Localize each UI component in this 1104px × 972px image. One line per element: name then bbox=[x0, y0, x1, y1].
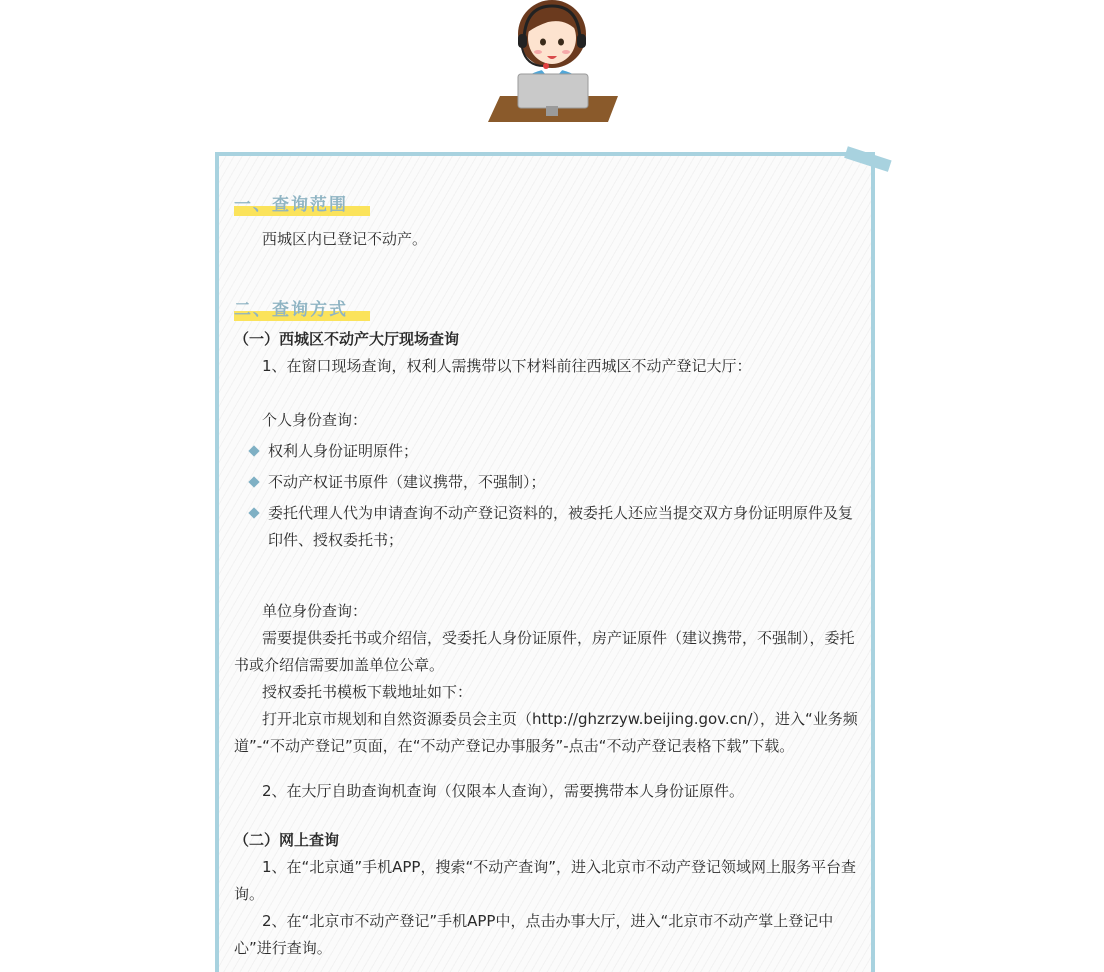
template-title: 授权委托书模板下载地址如下： bbox=[262, 683, 473, 701]
list-item: 不动产权证书原件（建议携带，不强制）； bbox=[234, 469, 862, 496]
list-item: 权利人身份证明原件； bbox=[234, 438, 862, 465]
unit-text: 需要提供委托书或介绍信，受委托人身份证原件，房产证原件（建议携带，不强制），委托书或介绍信需要加盖单位公章。 bbox=[234, 629, 855, 674]
scope-text: 西城区内已登记不动产。 bbox=[262, 230, 428, 248]
sub1-p2: 2、在大厅自助查询机查询（仅限本人查询），需要携带本人身份证原件。 bbox=[262, 782, 745, 800]
sub2-p1: 1、在“北京通”手机APP，搜索“不动产查询”，进入北京市不动产登记领域网上服务平台查询。 bbox=[234, 858, 856, 903]
sub2-p2: 2、在“北京市不动产登记”手机APP中，点击办事大厅，进入“北京市不动产掌上登记中心”进行查询。 bbox=[234, 912, 834, 957]
sub1-heading: （一）西城区不动产大厅现场查询 bbox=[234, 330, 460, 348]
content-body bbox=[234, 186, 862, 962]
customer-service-illustration bbox=[486, 0, 622, 124]
sub2-heading: （二）网上查询 bbox=[234, 831, 340, 849]
sub1-p1: 1、在窗口现场查询，权利人需携带以下材料前往西城区不动产登记大厅： bbox=[262, 357, 752, 375]
section-title-scope: 一、查询范围 bbox=[234, 186, 348, 216]
personal-title: 个人身份查询： bbox=[262, 411, 368, 429]
list-item: 委托代理人代为申请查询不动产登记资料的，被委托人还应当提交双方身份证明原件及复印件、授权委托书； bbox=[234, 500, 862, 554]
diamond-bullet-icon bbox=[248, 507, 259, 518]
template-text: 打开北京市规划和自然资源委员会主页（http://ghzrzyw.beijing.gov.cn/），进入“业务频道”-“不动产登记”页面，在“不动产登记办事服务”-点击“不动产登记表格下载”下载。 bbox=[234, 710, 858, 755]
section-title-methods: 二、查询方式 bbox=[234, 291, 348, 321]
diamond-bullet-icon bbox=[248, 445, 259, 456]
unit-title: 单位身份查询： bbox=[262, 602, 368, 620]
diamond-bullet-icon bbox=[248, 476, 259, 487]
